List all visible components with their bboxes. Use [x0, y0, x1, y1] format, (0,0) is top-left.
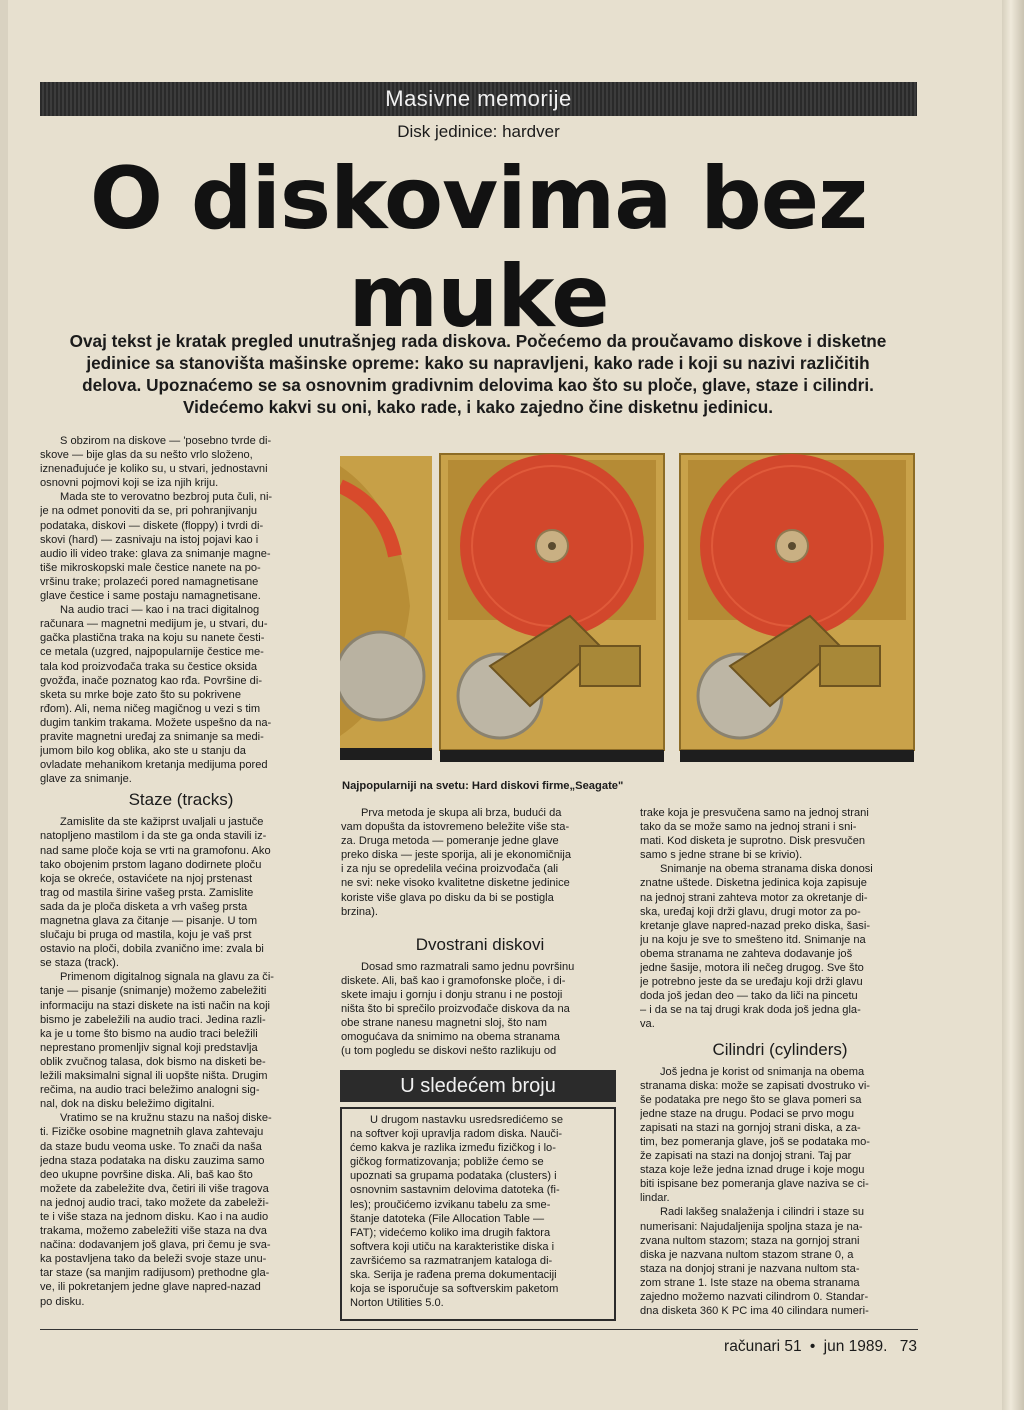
text-line: doda još jedan deo — tako da liči na pincetu [640, 990, 858, 1003]
text-line: tala kod proizvođača traka su čestice oksida [40, 660, 258, 673]
text-line: ve, ili pokretanjem jedne glave napred-nazad [40, 1281, 261, 1294]
text-line: pravite magnetni uređaj za snimanje sa medi- [40, 730, 264, 743]
text-line: na jednoj audio traci, tako možete da zabeleži- [40, 1196, 269, 1209]
text-line: ćemo kakva je razlika između fizičkog i lo- [350, 1142, 556, 1155]
footer-bullet: • [809, 1338, 816, 1355]
text-line: vam dopušta da istovremeno beležite više sta- [341, 821, 570, 834]
section-heading-dvostrani: Dvostrani diskovi [415, 934, 545, 954]
text-line: računara — magnetni medijum je, u stvari, du- [40, 618, 268, 631]
text-line: omogućava da snimimo na obema stranama [341, 1031, 560, 1044]
text-line: se staza (track). [40, 957, 119, 970]
text-line: tanje — pisanje (snimanje) možemo zabeležiti [40, 985, 267, 998]
text-line: znatne uštede. Disketna jedinica koja zapisuje [640, 877, 867, 890]
hard-disk-photo [340, 446, 918, 776]
text-line: zajedno možemo nazvati cilindrom 0. Standar- [640, 1291, 869, 1303]
text-line: dugim tankim trakama. Možete uspešno da na- [40, 716, 272, 729]
text-line: nad same ploče koja se vrti na gramofonu. Ako [40, 844, 271, 857]
text-line: tar staze (sa manjim radijusom) prethodne gla- [40, 1267, 270, 1280]
text-line: osnovni pojmovi koji se iza njih kriju. [40, 477, 219, 490]
text-line: obema stranama ne zahteva dodavanje još [640, 947, 853, 960]
footer-rule [40, 1329, 918, 1330]
column-middle [341, 806, 619, 1058]
text-line: deo ukupne površine diska. Ali, baš kao što [40, 1168, 253, 1181]
text-line: Snimanje na obema stranama diska donosi [660, 863, 873, 876]
text-line: informaciju na stazi diskete na isti način na koji [40, 999, 271, 1012]
text-line: diska je nazvana nultom stazom strane 0, a [640, 1248, 854, 1261]
text-line: ska. Serija je rađena prema dokumentaciji [350, 1269, 557, 1282]
text-line: trake koja je presvučena samo na jednoj strani [640, 807, 869, 819]
text-line: gvožđa, inače poznatog kao rđa. Površine di- [40, 674, 263, 687]
text-line: sada da je ploča disketa a vrh vašeg prsta [40, 900, 248, 913]
text-line: možete da zabeležite dva, četiri ili više tragova [40, 1182, 269, 1195]
text-line: po disku. [40, 1295, 85, 1308]
next-issue-title: U sledećem broju [340, 1070, 616, 1102]
lead-line: Ovaj tekst je kratak pregled unutrašnjeg rada diskova. Počećemo da proučavamo diskove i disketne [69, 331, 887, 351]
text-line: gičkog formatizovanja; pobliže ćemo se [350, 1156, 544, 1169]
text-line: upoznati sa grupama podataka (clusters) i [350, 1170, 557, 1183]
text-line: bismo je zabeležili na audio traci. Jedina razli- [40, 1013, 266, 1026]
text-line: softvera koji utiču na karakteristike diska i [350, 1240, 555, 1253]
text-line: tako da se može samo na jednoj strani i sni- [640, 821, 857, 834]
text-line: jedna staza podataka na disku zauzima samo [40, 1154, 265, 1167]
text-line: trakama, možemo zabeležiti više staza na dva [40, 1225, 267, 1238]
section-banner-label: Masivne memorije [385, 86, 572, 111]
page-left-shadow [0, 0, 8, 1410]
text-line: ležili maksimalni signal ili uopšte ništa. Drugim [40, 1070, 268, 1083]
text-line: glave čestice i same postaju namagnetisane. [40, 590, 261, 603]
text-line: staza na donjoj strani je nazvana nultom sta- [640, 1262, 860, 1275]
drive-unit-right [680, 454, 914, 762]
text-line: jumom bilo kog oblika, ako ste u stanju da [40, 745, 246, 758]
text-line: rečima, na audio traci beležimo analogni sig- [40, 1084, 260, 1097]
lead-line: Videćemo kakvi su oni, kako rade, i kako zajedno čine disketnu jedinicu. [183, 397, 773, 417]
text-line: ostavio na ploči, dobila zvanično ime: zvala bi [40, 943, 264, 956]
text-line: koja se isporučuje sa softverskim paketom [350, 1283, 559, 1296]
text-line: skovi (hard) — zasnivaju na istoj pojavi kao i [40, 533, 259, 546]
text-line: na softver koji upravlja radom diska. Nauči- [350, 1128, 563, 1141]
staze-paragraphs [40, 815, 322, 1308]
article-lead [38, 330, 918, 418]
text-line: je na odmet ponoviti da se, pri pohranjivanju [40, 505, 258, 518]
page-right-edge [1002, 0, 1024, 1410]
text-line: FAT); videćemo koliko ima drugih faktora [350, 1226, 551, 1239]
intro-paragraphs [40, 434, 322, 786]
text-line: Prva metoda je skupa ali brza, budući da [361, 807, 562, 819]
text-line: i za nju se opredelila većina proizvođača (ali [341, 863, 559, 876]
section-banner [40, 82, 917, 116]
text-line: ti. Fizičke osobine magnetnih glava zahtevaju [40, 1126, 264, 1139]
text-line: podataka, diskovi — diskete (floppy) i tvrdi di- [40, 519, 264, 532]
text-line: ska, uređaj koji drži glavu, drugi motor za po- [640, 905, 861, 918]
column-right-paragraph [640, 1065, 920, 1319]
drive-unit-left [340, 456, 432, 760]
text-line: ovladate mehanikom kretanja medijuma pored [40, 759, 268, 772]
title-line: O diskovima bez [89, 149, 868, 249]
text-line: ne svi: neke visoko kvalitetne disketne jedinice [341, 877, 570, 890]
text-line: staza koje leže jedna iznad druge i koje mogu [640, 1164, 865, 1177]
article-subtitle: Disk jedinice: hardver [397, 122, 560, 141]
text-line: biti ispisane bez pomeranja glave naziva se ci- [640, 1178, 869, 1191]
text-line: Radi lakšeg snalaženja i cilindri i staze su [660, 1206, 865, 1219]
text-line: Još jedna je korist od snimanja na obema [660, 1065, 865, 1078]
text-line: va. [640, 1018, 655, 1031]
column-middle-paragraph [341, 806, 619, 919]
text-line: Vratimo se na kružnu stazu na našoj diske- [60, 1112, 272, 1125]
text-line: lindar. [640, 1192, 670, 1205]
text-line: obe strane nanesu magnetni sloj, što nam [341, 1017, 547, 1030]
lead-line: delova. Upoznaćemo se sa osnovnim gradivnim delovima kao što su ploče, glave, staze i cilindri. [82, 375, 874, 395]
drive-unit-center [440, 454, 664, 762]
text-line: preko diska — jeste sporija, ali je ekonomičnija [341, 849, 571, 862]
text-line: – i da se na taj drugi krak doda još jedna gla- [640, 1004, 861, 1017]
text-line: diskete. Ali, baš kao i gramofonske ploče, i di- [341, 974, 566, 987]
title-line: muke [348, 247, 609, 347]
text-line: samo s jedne strane bi se krivio). [640, 849, 803, 862]
text-line: brzina). [341, 905, 378, 918]
text-line: završićemo sa razmatranjem kataloga di- [350, 1254, 553, 1267]
next-issue-body [340, 1107, 616, 1321]
text-line: slučaju bi pruga od mastila, koju je vaš prst [40, 929, 252, 942]
text-line: magnetna glava za čitanje — pisanje. U tom [40, 915, 258, 927]
column-left [40, 434, 322, 1309]
text-line: nal, dok na disku beležimo digitalni. [40, 1098, 215, 1111]
footer-page-number: 73 [899, 1338, 917, 1355]
text-line: te i više staza na jednom disku. Kao i na audio [40, 1210, 269, 1223]
column-right-paragraph [640, 806, 920, 1032]
text-line: (u tom pogledu se diskovi nešto razlikuju od [341, 1045, 557, 1058]
text-line: ništa što bi sprečilo proizvođače diskova da na [341, 1003, 570, 1016]
text-line: koja se okreće, ostavićete na njoj prstenast [40, 872, 253, 885]
text-line: ka postavljena tako da beleži svoje staze unu- [40, 1253, 267, 1266]
text-line: numerisani: Najudaljenija spoljna staza je na- [640, 1220, 863, 1233]
text-line: zom strane 1. Iste staze na obema stranama [640, 1276, 860, 1289]
article-title [40, 150, 917, 346]
text-line: da staze budu veoma uske. To znači da naša [40, 1140, 262, 1153]
text-line: tako obojenim prstom lagano dodirnete ploču [40, 858, 262, 871]
text-line: oblik zvučnog talasa, dok bismo na disketi be- [40, 1055, 266, 1068]
text-line: gačka plastična traka na koju su nanete česti- [40, 632, 265, 645]
text-line: les); proučićemo izvikanu tabelu za sme- [350, 1198, 551, 1211]
text-line: na jednoj strani zahteva motor za okretanje di- [640, 891, 868, 904]
text-line: zvana nultom stazom; staza na gornjoj strani [640, 1234, 860, 1247]
text-line: natopljeno mastilom i da ste ga onda stavili iz- [40, 830, 267, 843]
text-line: že zapisati na stazi na donjoj strani. Taj par [640, 1150, 852, 1163]
text-line: za. Druga metoda — pomeranje jedne glave [341, 835, 559, 848]
text-line: iznenađujuće je koliko su, u stvari, jednostavni [40, 463, 268, 476]
text-line: Na audio traci — kao i na traci digitalnog [60, 604, 260, 617]
footer-magazine: računari 51 [724, 1338, 802, 1355]
text-line: sketa su mrke boje zato što su pokrivene [40, 688, 242, 701]
text-line: tiše mikroskopski male čestice nanete na po- [40, 561, 261, 574]
text-line: načina: dodavanjem još glava, pri čemu je sva- [40, 1239, 271, 1252]
text-line: mati. Kod disketa je suprotno. Disk presvučen [640, 835, 866, 848]
text-line: audio ili video trake: glava za snimanje magne- [40, 547, 271, 560]
text-line: zapisati na stazi na gornjoj strani diska, a za- [640, 1121, 861, 1134]
column-right [640, 806, 920, 1318]
text-line: ju na koju je sve to smešteno itd. Snimanje na [640, 933, 866, 946]
text-line: ce metala (uzgred, najpopularnije čestice me- [40, 646, 264, 659]
text-line: trag od mastila širine vašeg prsta. Zamislite [40, 886, 254, 899]
section-heading-cilindri: Cilindri (cylinders) [712, 1039, 848, 1059]
section-heading-staze: Staze (tracks) [128, 790, 234, 810]
text-line: neprestano promenljiv signal koji predstavlja [40, 1041, 258, 1054]
text-line: jedne staze na drugu. Podaci se prvo mogu [640, 1107, 854, 1120]
hard-disk-illustration [340, 446, 918, 776]
next-issue-box [340, 1070, 616, 1332]
text-line: Norton Utilities 5.0. [350, 1297, 444, 1310]
text-line: stranama diska: može se zapisati dvostruko vi- [640, 1079, 870, 1092]
text-line: Dosad smo razmatrali samo jednu površinu [361, 960, 575, 973]
column-middle-paragraph [341, 960, 619, 1059]
text-line: osnovnim sastavnim delovima datoteka (fi- [350, 1184, 560, 1197]
text-line: S obzirom na diskove — 'posebno tvrde di- [60, 435, 272, 447]
text-line: ka je u tome što bismo na audio traci beležili [40, 1027, 258, 1040]
text-line: skove — bije glas da su nešto vrlo složeno, [40, 449, 253, 462]
text-line: U drugom nastavku usredsredićemo se [370, 1114, 563, 1126]
text-line: tim, bez pomeranja glave, još se podataka mo- [640, 1135, 871, 1148]
text-line: Mada ste to verovatno bezbroj puta čuli, ni- [60, 491, 273, 504]
text-line: je potrebno jeste da se uređaju koji drži glavu [640, 976, 863, 989]
text-line: koriste više glava po disku da bi se postigla [341, 891, 554, 904]
page-footer [724, 1338, 917, 1356]
text-line: Primenom digitalnog signala na glavu za či- [60, 971, 274, 984]
text-line: še podataka pre nego što se glava pomeri sa [640, 1093, 862, 1106]
lead-line: jedinice sa stanovišta mašinske opreme: kako su napravljeni, kako rade i koji su nazivi različitih [86, 353, 870, 373]
text-line: jedne šasije, motora ili nečeg drugog. Sve što [640, 962, 864, 975]
text-line: štanje datoteka (File Allocation Table — [350, 1212, 545, 1225]
text-line: dna disketa 360 K PC ima 40 cilindara numeri- [640, 1305, 869, 1318]
text-line: kretanje glave napred-nazad preko diska, šasi- [640, 919, 871, 932]
text-line: vršinu trake; prolazeći pored namagnetisane [40, 575, 259, 588]
footer-date: jun 1989. [823, 1338, 888, 1355]
text-line: rđom). Ali, nema ničeg magičnog u vezi s tim [40, 702, 261, 715]
photo-caption: Najpopularniji na svetu: Hard diskovi firme„Seagate" [342, 780, 624, 792]
text-line: skete imaju i gornju i donju stranu i ne postoji [341, 988, 563, 1001]
text-line: Zamislite da ste kažiprst uvaljali u jastuče [60, 816, 264, 829]
text-line: glave za snimanje. [40, 773, 132, 786]
